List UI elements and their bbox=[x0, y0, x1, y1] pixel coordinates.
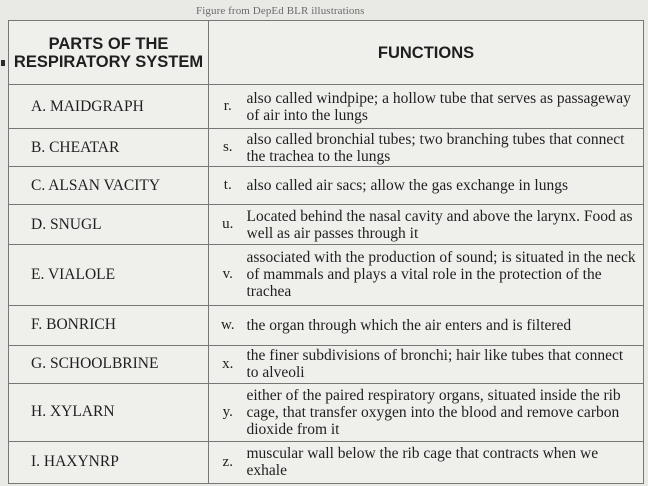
function-letter: v. bbox=[209, 245, 247, 305]
function-letter: s. bbox=[209, 129, 247, 167]
table-row bbox=[9, 129, 644, 167]
function-letter: y. bbox=[209, 383, 247, 441]
function-description: the organ through which the air enters and is filtered bbox=[247, 305, 644, 345]
part-name: B. CHEATAR bbox=[9, 129, 209, 167]
table-row bbox=[9, 305, 644, 345]
function-letter: t. bbox=[209, 167, 247, 205]
part-name: F. BONRICH bbox=[9, 305, 209, 345]
table-row bbox=[9, 383, 644, 441]
function-letter: z. bbox=[209, 441, 247, 483]
header-parts: PARTS OF THE RESPIRATORY SYSTEM bbox=[9, 21, 209, 85]
function-description: also called air sacs; allow the gas exchange in lungs bbox=[247, 167, 644, 205]
respiratory-matching-table bbox=[8, 20, 644, 484]
part-name: C. ALSAN VACITY bbox=[9, 167, 209, 205]
header-row bbox=[9, 21, 644, 85]
table-row bbox=[9, 85, 644, 129]
part-name: G. SCHOOLBRINE bbox=[9, 345, 209, 383]
function-letter: w. bbox=[209, 305, 247, 345]
part-name: D. SNUGL bbox=[9, 205, 209, 245]
function-description: also called windpipe; a hollow tube that serves as passageway of air into the lungs bbox=[247, 85, 644, 129]
part-name: H. XYLARN bbox=[9, 383, 209, 441]
figure-caption: Figure from DepEd BLR illustrations bbox=[196, 5, 365, 17]
table-row bbox=[9, 167, 644, 205]
function-description: either of the paired respiratory organs, situated inside the rib cage, that transfer oxygen into the blood and remove carbon dioxide from it bbox=[247, 383, 644, 441]
table-row bbox=[9, 345, 644, 383]
part-name: I. HAXYNRP bbox=[9, 441, 209, 483]
function-letter: x. bbox=[209, 345, 247, 383]
function-description: the finer subdivisions of bronchi; hair like tubes that connect to alveoli bbox=[247, 345, 644, 383]
part-name: A. MAIDGRAPH bbox=[9, 85, 209, 129]
function-letter: r. bbox=[209, 85, 247, 129]
table-row bbox=[9, 205, 644, 245]
header-functions: FUNCTIONS bbox=[209, 21, 644, 85]
function-description: also called bronchial tubes; two branching tubes that connect the trachea to the lungs bbox=[247, 129, 644, 167]
part-name: E. VIALOLE bbox=[9, 245, 209, 305]
function-description: muscular wall below the rib cage that contracts when we exhale bbox=[247, 441, 644, 483]
table-row bbox=[9, 441, 644, 483]
margin-mark bbox=[1, 60, 5, 66]
table-row bbox=[9, 245, 644, 305]
function-description: Located behind the nasal cavity and above the larynx. Food as well as air passes through it bbox=[247, 205, 644, 245]
function-description: associated with the production of sound; is situated in the neck of mammals and plays a vital role in the protection of the trachea bbox=[247, 245, 644, 305]
function-letter: u. bbox=[209, 205, 247, 245]
